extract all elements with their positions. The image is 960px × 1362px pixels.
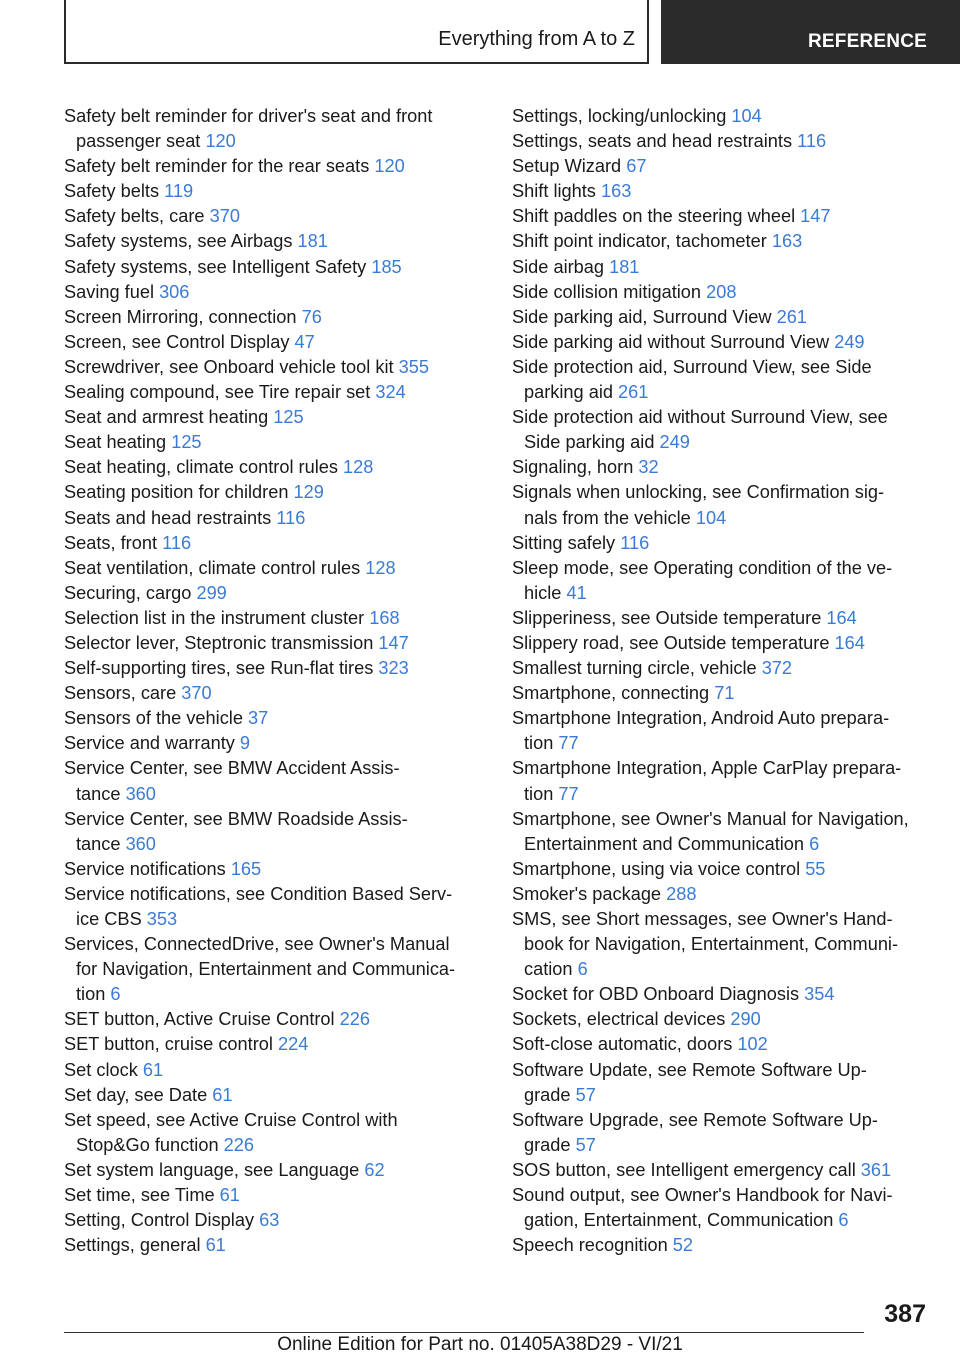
page-reference-link[interactable]: 116	[276, 507, 306, 528]
index-entry-text: Smartphone, connecting	[512, 683, 710, 704]
index-entry-text: Setting, Control Display	[64, 1210, 255, 1231]
index-entry-text: Speech recognition	[512, 1235, 668, 1256]
page-reference-link[interactable]: 32	[638, 457, 659, 478]
page-reference-link[interactable]: 185	[371, 256, 402, 277]
index-entry-text: SET button, cruise control	[64, 1034, 273, 1055]
index-entry-text: Service Center, see BMW Accident Assis-	[64, 758, 400, 779]
index-entry-text: Side collision mitigation	[512, 281, 702, 302]
index-entry	[64, 380, 484, 405]
index-entry-text: Screwdriver, see Onboard vehicle tool kit	[64, 356, 394, 377]
page-reference-link[interactable]: 372	[761, 658, 793, 679]
index-entry	[512, 556, 932, 606]
page-reference-link[interactable]: 370	[181, 683, 212, 704]
index-entry	[512, 1183, 932, 1233]
header-section-box	[64, 0, 649, 64]
page-reference-link[interactable]: 181	[297, 231, 328, 252]
index-entry-text: Set day, see Date	[64, 1084, 208, 1105]
page-reference-link[interactable]: 102	[737, 1034, 768, 1055]
page-number: 387	[884, 1300, 926, 1328]
index-entry-text: Signaling, horn	[512, 457, 634, 478]
index-entry	[64, 1158, 484, 1183]
page-reference-link[interactable]: 63	[259, 1210, 280, 1231]
index-entry	[64, 305, 484, 330]
index-entry-text: Service Center, see BMW Roadside Assis-	[64, 808, 408, 829]
index-entry	[512, 305, 932, 330]
index-entry-text: Smoker's package	[512, 883, 662, 904]
section-title: Everything from A to Z	[438, 28, 635, 50]
header-chapter-tab	[661, 0, 960, 64]
index-entry	[512, 405, 932, 455]
index-entry-text: tance	[76, 783, 121, 804]
index-entry-text: Soft-close automatic, doors	[512, 1034, 733, 1055]
index-entry-text: tion	[76, 984, 106, 1005]
index-entry-text: Set speed, see Active Cruise Control with	[64, 1109, 398, 1130]
page-reference-link[interactable]: 361	[860, 1159, 892, 1180]
index-entry	[64, 430, 484, 455]
index-entry	[512, 756, 932, 806]
index-entry-text: Seat ventilation, climate control rules	[64, 557, 361, 578]
index-entry	[512, 882, 932, 907]
page-reference-link[interactable]: 61	[142, 1059, 164, 1080]
page-reference-link[interactable]: 41	[566, 582, 587, 603]
page-reference-link[interactable]: 57	[575, 1084, 596, 1105]
index-entry-text: Stop&Go function	[76, 1134, 219, 1155]
page-reference-link[interactable]: 61	[212, 1084, 233, 1105]
index-entry-text: gation, Entertainment, Communication	[524, 1210, 834, 1231]
index-entry-text: Seat and armrest heating	[64, 407, 269, 428]
index-entry-text: ice CBS	[76, 909, 142, 929]
index-entry	[64, 1083, 484, 1108]
index-entry-text: SMS, see Short messages, see Owner's Hand-	[512, 909, 893, 929]
page-reference-link[interactable]: 116	[162, 532, 192, 553]
index-entry	[512, 255, 932, 280]
index-entry	[512, 330, 932, 355]
index-entry-text: Setup Wizard	[512, 156, 622, 177]
index-entry-text: book for Navigation, Entertainment, Communi-	[524, 934, 899, 955]
page-reference-link[interactable]: 290	[730, 1009, 761, 1030]
page-reference-link[interactable]: 104	[695, 507, 727, 528]
index-entry	[64, 480, 484, 505]
index-entry	[512, 1007, 932, 1032]
index-entry	[64, 857, 484, 882]
index-entry	[64, 656, 484, 681]
index-entry-text: Side protection aid, Surround View, see Side	[512, 356, 872, 377]
index-entry	[64, 932, 484, 1007]
index-entry	[64, 1108, 484, 1158]
index-entry-text: Safety systems, see Intelligent Safety	[64, 256, 367, 277]
footer-edition: Online Edition for Part no. 01405A38D29 - VI/21	[277, 1334, 683, 1355]
index-entry-text: Shift point indicator, tachometer	[512, 231, 767, 252]
page-reference-link[interactable]: 288	[666, 883, 697, 904]
index-entry	[64, 882, 484, 932]
index-entry-text: Safety belt reminder for driver's seat and front	[64, 106, 433, 126]
index-entry-text: Sound output, see Owner's Handbook for Navi-	[512, 1185, 893, 1206]
index-entry-text: grade	[524, 1134, 571, 1155]
index-entry	[64, 280, 484, 305]
index-entry-text: Side parking aid	[524, 432, 655, 453]
index-entry-text: parking aid	[524, 382, 613, 403]
index-entry	[512, 1058, 932, 1108]
page-reference-link[interactable]: 249	[659, 432, 690, 453]
page-reference-link[interactable]: 164	[826, 607, 857, 628]
index-entry	[512, 104, 932, 129]
index-entry-text: nals from the vehicle	[524, 507, 691, 528]
index-entry-text: Signals when unlocking, see Confirmation sig-	[512, 482, 885, 503]
page-reference-link[interactable]: 71	[714, 683, 735, 704]
index-entry	[512, 807, 932, 857]
index-entry	[64, 756, 484, 806]
index-entry-text: Software Update, see Remote Software Up-	[512, 1059, 867, 1080]
page-reference-link[interactable]: 370	[209, 206, 240, 227]
page-reference-link[interactable]: 52	[672, 1235, 694, 1256]
index-entry-text: Sockets, electrical devices	[512, 1009, 726, 1030]
index-entry	[512, 857, 932, 882]
index-entry-text: Sensors of the vehicle	[64, 708, 243, 729]
index-entry	[512, 280, 932, 305]
page-reference-link[interactable]: 125	[273, 407, 304, 428]
page-reference-link[interactable]: 165	[230, 858, 262, 879]
page-reference-link[interactable]: 261	[618, 382, 649, 403]
index-entry	[512, 1158, 932, 1183]
index-entry-text: passenger seat	[76, 131, 201, 152]
index-entry-text: Safety systems, see Airbags	[64, 231, 293, 252]
page-reference-link[interactable]: 163	[600, 181, 632, 202]
page-reference-link[interactable]: 355	[398, 356, 429, 377]
index-entry-text: Service and warranty	[64, 733, 235, 754]
index-entry	[64, 229, 484, 254]
index-entry	[64, 1007, 484, 1032]
index-entry-text: Side parking aid, Surround View	[512, 306, 772, 327]
index-entry	[512, 531, 932, 556]
page-reference-link[interactable]: 164	[834, 632, 865, 653]
index-entry	[512, 179, 932, 204]
index-entry-text: Slipperiness, see Outside temperature	[512, 607, 822, 628]
index-entry	[64, 255, 484, 280]
index-entry	[64, 556, 484, 581]
index-entry-text: Sealing compound, see Tire repair set	[64, 382, 371, 403]
page-reference-link[interactable]: 77	[558, 783, 579, 804]
index-entry	[512, 1233, 932, 1258]
index-entry-text: Selection list in the instrument cluster	[64, 607, 365, 628]
index-entry-text: Seat heating	[64, 432, 167, 453]
page-reference-link[interactable]: 9	[239, 733, 251, 754]
index-entry-text: SOS button, see Intelligent emergency call	[512, 1159, 856, 1180]
page-reference-link[interactable]: 163	[771, 231, 803, 252]
index-entry-text: Smartphone, see Owner's Manual for Navigation,	[512, 808, 909, 829]
index-entry	[64, 506, 484, 531]
index-entry-text: Entertainment and Communication	[524, 833, 805, 854]
page-reference-link[interactable]: 62	[364, 1159, 385, 1180]
index-entry-text: Set time, see Time	[64, 1185, 215, 1206]
footer-divider	[64, 1332, 864, 1333]
page-reference-link[interactable]: 226	[223, 1134, 254, 1155]
page-reference-link[interactable]: 128	[365, 557, 396, 578]
page-reference-link[interactable]: 306	[159, 281, 190, 302]
index-entry-text: Screen Mirroring, connection	[64, 306, 297, 327]
index-entry	[64, 355, 484, 380]
page-reference-link[interactable]: 119	[164, 181, 194, 202]
index-entry-text: SET button, Active Cruise Control	[64, 1009, 335, 1030]
index-entry-text: Safety belts, care	[64, 206, 205, 227]
index-entry	[64, 1032, 484, 1057]
index-column-right	[512, 104, 932, 1258]
index-entry	[64, 204, 484, 229]
index-entry	[512, 631, 932, 656]
page-reference-link[interactable]: 6	[110, 984, 121, 1005]
index-entry-text: Service notifications, see Condition Based Serv-	[64, 883, 453, 904]
index-entry	[512, 480, 932, 530]
index-entry	[512, 656, 932, 681]
page-reference-link[interactable]: 61	[219, 1185, 240, 1206]
index-entry-text: Seats and head restraints	[64, 507, 272, 528]
page-reference-link[interactable]: 226	[339, 1009, 371, 1030]
page-reference-link[interactable]: 129	[293, 482, 324, 503]
page-reference-link[interactable]: 181	[609, 256, 640, 277]
index-entry-text: Safety belt reminder for the rear seats	[64, 156, 370, 177]
index-entry-text: Service notifications	[64, 858, 226, 879]
index-entry-text: Shift paddles on the steering wheel	[512, 206, 796, 227]
index-entry-text: Smartphone Integration, Android Auto prepara-	[512, 708, 890, 729]
index-entry-text: tance	[76, 833, 121, 854]
page-reference-link[interactable]: 77	[558, 733, 579, 754]
page-reference-link[interactable]: 120	[374, 156, 405, 177]
index-entry-text: Self-supporting tires, see Run-flat tires	[64, 658, 374, 679]
index-entry	[64, 1233, 484, 1258]
index-entry-text: tion	[524, 783, 554, 804]
index-entry-text: Screen, see Control Display	[64, 331, 290, 352]
index-entry-text: Seats, front	[64, 532, 158, 553]
page-reference-link[interactable]: 354	[804, 984, 835, 1005]
page-reference-link[interactable]: 76	[301, 306, 322, 327]
page-reference-link[interactable]: 224	[278, 1034, 309, 1055]
index-entry-text: Set clock	[64, 1059, 138, 1080]
index-entry-text: Seating position for children	[64, 482, 289, 503]
index-entry	[64, 1208, 484, 1233]
index-entry-text: Saving fuel	[64, 281, 154, 302]
index-entry-text: Sleep mode, see Operating condition of the ve-	[512, 557, 893, 578]
index-entry	[64, 154, 484, 179]
page-reference-link[interactable]: 116	[620, 532, 650, 553]
chapter-title: REFERENCE	[808, 31, 927, 52]
index-entry-text: Smallest turning circle, vehicle	[512, 658, 757, 679]
page-reference-link[interactable]: 37	[248, 708, 269, 729]
index-entry-text: Set system language, see Language	[64, 1159, 360, 1180]
page-reference-link[interactable]: 61	[205, 1235, 226, 1256]
index-entry-text: Side parking aid without Surround View	[512, 331, 830, 352]
index-entry-text: for Navigation, Entertainment and Communica-	[76, 959, 456, 980]
index-entry	[512, 982, 932, 1007]
index-entry	[64, 531, 484, 556]
page-reference-link[interactable]: 324	[375, 382, 406, 403]
page-reference-link[interactable]: 6	[809, 833, 820, 854]
index-entry	[64, 104, 484, 154]
index-entry-text: tion	[524, 733, 554, 754]
index-entry	[64, 1183, 484, 1208]
index-entry	[512, 1032, 932, 1057]
page-reference-link[interactable]: 261	[776, 306, 807, 327]
index-entry-text: Software Upgrade, see Remote Software Up-	[512, 1109, 878, 1130]
page-reference-link[interactable]: 168	[369, 607, 400, 628]
index-entry-text: Sensors, care	[64, 683, 177, 704]
index-entry	[64, 455, 484, 480]
index-entry	[64, 179, 484, 204]
page-reference-link[interactable]: 6	[577, 959, 588, 980]
page-reference-link[interactable]: 360	[125, 783, 156, 804]
index-entry	[512, 606, 932, 631]
index-entry-text: hicle	[524, 582, 562, 603]
index-entry-text: Selector lever, Steptronic transmission	[64, 632, 374, 653]
index-entry-text: Shift lights	[512, 181, 596, 202]
page-reference-link[interactable]: 147	[378, 632, 409, 653]
page-reference-link[interactable]: 128	[343, 457, 374, 478]
index-entry	[512, 129, 932, 154]
index-entry	[512, 455, 932, 480]
index-entry-text: Slippery road, see Outside temperature	[512, 632, 830, 653]
index-entry	[512, 229, 932, 254]
index-entry	[64, 681, 484, 706]
page-reference-link[interactable]: 47	[294, 331, 315, 352]
index-entry-text: Safety belts	[64, 181, 160, 202]
index-entry	[512, 154, 932, 179]
index-entry-text: Smartphone, using via voice control	[512, 858, 801, 879]
index-entry-text: grade	[524, 1084, 571, 1105]
index-entry	[64, 631, 484, 656]
index-entry	[512, 1108, 932, 1158]
index-entry	[512, 907, 932, 982]
index-entry-text: Securing, cargo	[64, 582, 192, 603]
page-reference-link[interactable]: 208	[706, 281, 737, 302]
index-entry-text: cation	[524, 959, 573, 980]
index-entry-text: Services, ConnectedDrive, see Owner's Manual	[64, 934, 450, 955]
index-entry-text: Settings, seats and head restraints	[512, 131, 793, 152]
page-reference-link[interactable]: 55	[805, 858, 826, 879]
page-reference-link[interactable]: 104	[731, 106, 762, 126]
index-entry-text: Sitting safely	[512, 532, 616, 553]
page-reference-link[interactable]: 67	[626, 156, 647, 177]
index-entry	[512, 355, 932, 405]
index-entry-text: Socket for OBD Onboard Diagnosis	[512, 984, 800, 1005]
index-entry	[512, 204, 932, 229]
page-reference-link[interactable]: 360	[125, 833, 156, 854]
index-entry	[512, 706, 932, 756]
index-entry-text: Settings, general	[64, 1235, 201, 1256]
index-entry	[64, 405, 484, 430]
index-entry-text: Side protection aid without Surround View, see	[512, 407, 888, 428]
index-entry-text: Smartphone Integration, Apple CarPlay prepara-	[512, 758, 902, 779]
index-entry-text: Settings, locking/unlocking	[512, 106, 727, 126]
page-reference-link[interactable]: 323	[378, 658, 409, 679]
page-reference-link[interactable]: 249	[834, 331, 865, 352]
page-reference-link[interactable]: 125	[171, 432, 202, 453]
index-entry-text: Seat heating, climate control rules	[64, 457, 338, 478]
page-reference-link[interactable]: 57	[575, 1134, 596, 1155]
index-entry	[64, 706, 484, 731]
index-entry	[512, 681, 932, 706]
page-reference-link[interactable]: 116	[797, 131, 827, 152]
page-reference-link[interactable]: 353	[146, 909, 178, 929]
index-entry-text: Side airbag	[512, 256, 605, 277]
index-entry	[64, 606, 484, 631]
page-reference-link[interactable]: 299	[196, 582, 227, 603]
index-entry	[64, 731, 484, 756]
index-entry	[64, 330, 484, 355]
page-reference-link[interactable]: 6	[838, 1210, 849, 1231]
index-entry	[64, 807, 484, 857]
index-entry	[64, 581, 484, 606]
index-entry	[64, 1058, 484, 1083]
page-reference-link[interactable]: 147	[800, 206, 831, 227]
index-column-left	[64, 104, 484, 1258]
page-reference-link[interactable]: 120	[205, 131, 236, 152]
